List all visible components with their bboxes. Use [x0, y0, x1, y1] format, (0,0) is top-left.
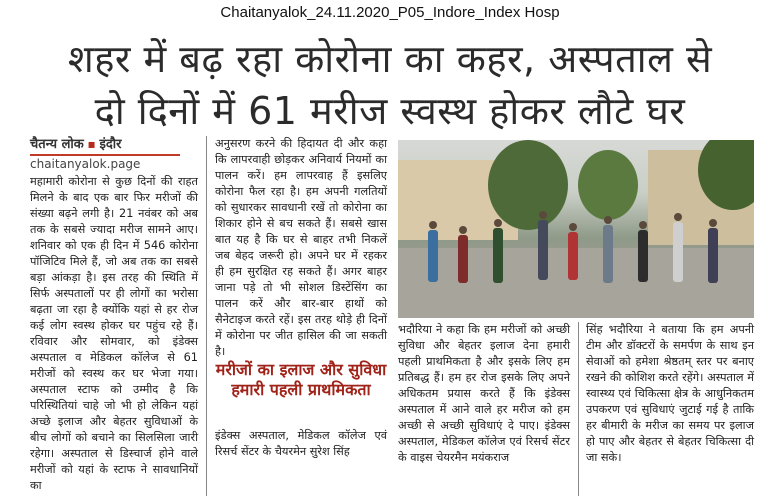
column-3-text: भदौरिया ने कहा कि हम मरीजों को अच्छी सुविधा और बेहतर इलाज देना हमारी पहली प्राथमिकता है और इसके लिए हम प्रतिबद्ध हैं। हम हर रोज इसके लिए अपने अधिकतम प्रयास करते हैं कि इंडेक्स अस्पताल में आने वाले हर मरीज को हम अच्छी से अच्छी सुविधाएं दे पाए। इंडेक्स अस्पताल, मेडिकल कॉलेज एवं रिसर्च सेंटर के वाइस चेयरमैन मयंकराज	[398, 323, 570, 464]
masthead-city: इंदौर	[99, 137, 122, 152]
article-column-3	[398, 322, 570, 466]
masthead	[30, 134, 200, 171]
photo-person	[428, 230, 438, 282]
article-column-2	[215, 136, 387, 360]
photo-person	[493, 228, 503, 283]
article-column-2-continued	[215, 428, 387, 460]
column-divider	[578, 322, 579, 496]
masthead-separator: ▪	[83, 137, 100, 151]
photo-person	[458, 235, 468, 283]
photo-person	[538, 220, 548, 280]
masthead-url: chaitanyalok.page	[30, 157, 141, 171]
headline-line-1: शहर में बढ़ रहा कोरोना का कहर, अस्पताल से	[67, 37, 713, 81]
column-4-text: सिंह भदौरिया ने बताया कि हम अपनी टीम और डॉक्टरों के समर्पण के साथ इन सेवाओं को हमेशा श्रेष्ठतम् स्तर पर बनाए रखने की कोशिश करते रहेंगे। अस्पताल में स्वास्थ्य एवं चिकित्सा क्षेत्र के आधुनिकतम उपकरण एवं सुविधाएं जुटाई गई है ताकि हर बीमारी के मरीज का समय पर इलाज हो पाए और बेहतर से बेहतर चिकित्सा दी जा सके।	[586, 323, 754, 464]
column-2-text: अनुसरण करने की हिदायत दी और कहा कि लापरवाही छोड़कर अनिवार्य नियमों का पालन करें। हम लापरवाह हैं इसलिए कोरोना फैल रहा है। हम अपनी गलतियों को सुधारकर सावधानी रखें तो कोरोना का शिकार होने से बच सकते हैं। सबसे खास बात यह है कि घर से बाहर तभी निकलें जब बेहद जरूरी हो। अपने घर में रहकर ही हम सुरक्षित रह सकते हैं। अगर बाहर जाना पड़े तो भी सोशल डिस्टेंसिंग का पालन करें और बार-बार हाथों को सैनेटाइज करते रहें। इस तरह थोड़े ही दिनों में कोरोना पर जीत हासिल की जा सकती है।	[215, 137, 387, 358]
masthead-brand: चैतन्य लोक	[30, 137, 84, 152]
photo-tree	[578, 150, 638, 220]
headline-line-2: दो दिनों में 61 मरीज स्वस्थ होकर लौटे घर	[94, 89, 686, 133]
photo-person	[603, 225, 613, 283]
column-2b-text: इंडेक्स अस्पताल, मेडिकल कॉलेज एवं रिसर्च सेंटर के चैयरमेन सुरेश सिंह	[215, 429, 387, 458]
column-1-text: महामारी कोरोना से कुछ दिनों की राहत मिलने के बाद एक बार फिर मरीजों की संख्या बढ़ने लगी है। 21 नवंबर को अब तक के सबसे ज्यादा मरीज सामने आए। शनिवार को एक ही दिन में 546 कोरोना पॉजिटिव मिले हैं, जो अब तक का सबसे बड़ा आंकड़ा है। इस तरह की स्थिति में सिर्फ अस्पतालों पर ही लोगों का भरोसा बढ़ता जा रहा है क्योंकि यहां से हर रोज कई लोग स्वस्थ होकर घर पहुंच रहे हैं। रविवार और सोमवार, को इंडेक्स अस्पताल व मेडिकल कॉलेज से 61 मरीजों को स्वस्थ कर घर भेजा गया। अस्पताल स्टाफ को उम्मीद है कि परिस्थितियां चाहे जो भी हो लेकिन यहां अच्छे इलाज और बेहतर सुविधाओं के बीच लोगों को बचाने का सिलसिला जारी रहेगा। अस्पताल से डिस्चार्ज होने वाले मरीजों को यहां के स्टाफ ने सावधानियों का	[30, 175, 198, 492]
subheading: मरीजों का इलाज और सुविधा हमारी पहली प्राथमिकता	[215, 360, 387, 399]
news-photo	[398, 140, 754, 318]
image-caption: Chaitanyalok_24.11.2020_P05_Indore_Index Hosp	[220, 4, 560, 21]
photo-person	[673, 222, 683, 282]
article-column-1	[30, 174, 198, 494]
photo-tree	[488, 140, 568, 230]
column-divider	[206, 136, 207, 496]
masthead-rule	[30, 154, 180, 156]
article-column-4	[586, 322, 754, 466]
photo-person	[568, 232, 578, 280]
photo-person	[708, 228, 718, 283]
photo-person	[638, 230, 648, 282]
